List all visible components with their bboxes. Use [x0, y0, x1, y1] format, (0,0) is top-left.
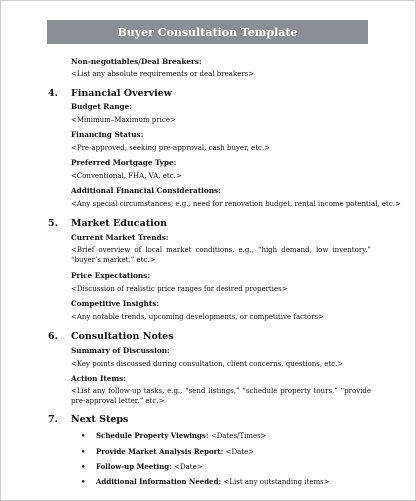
step-label: Additional Information Needed: [96, 477, 222, 486]
budget-range-label: Budget Range: [71, 102, 132, 111]
competitive-insights-label: Competitive Insights: [71, 299, 160, 308]
section-title-consultation-notes: Consultation Notes [71, 331, 174, 342]
section-title-next-steps: Next Steps [71, 414, 129, 425]
additional-financial-text: <Any special circumstances, e.g., need for renovation budget, rental income potential, etc.> [71, 200, 401, 208]
section-title-market-education: Market Education [71, 218, 167, 229]
financing-status-text: <Pre-approved, seeking pre-approval, cash buyer, etc.> [71, 144, 271, 152]
section-number: 4. [48, 88, 58, 99]
summary-text: <Key points discussed during consultation, client concerns, questions, etc.> [71, 360, 344, 368]
step-value: <List any outstanding items> [223, 478, 330, 486]
section-number: 7. [48, 414, 58, 425]
deal-breakers-label: Non-negotiables/Deal Breakers: [71, 57, 202, 66]
step-label: Follow-up Meeting: [96, 462, 172, 471]
step-value: <Date> [225, 448, 255, 456]
mortgage-type-text: <Conventional, FHA, VA, etc.> [71, 172, 182, 180]
mortgage-type-label: Preferred Mortgage Type: [71, 158, 177, 167]
additional-financial-label: Additional Financial Considerations: [71, 186, 221, 195]
step-label: Provide Market Analysis Report: [96, 447, 224, 456]
deal-breakers-text: <List any absolute requirements or deal breakers> [71, 70, 255, 78]
action-items-text: <List any follow-up tasks, e.g., “send listings,” “schedule property tours,” “provide pre-approval letter,” etc.> [71, 387, 371, 405]
price-expectations-text: <Discussion of realistic price ranges for desired properties> [71, 285, 288, 293]
action-items-label: Action Items: [71, 374, 126, 383]
bullet-icon: • [81, 431, 86, 440]
step-value: <Dates/Times> [210, 432, 267, 440]
section-title-financial-overview: Financial Overview [71, 88, 172, 99]
summary-label: Summary of Discussion: [71, 346, 170, 355]
section-number: 6. [48, 331, 58, 342]
competitive-insights-text: <Any notable trends, upcoming developments, or competitive factors> [71, 313, 324, 321]
price-expectations-label: Price Expectations: [71, 271, 151, 280]
section-number: 5. [48, 218, 58, 229]
budget-range-text: <Minimum–Maximum price> [71, 116, 176, 124]
page-title: Buyer Consultation Template [47, 20, 368, 44]
step-label: Schedule Property Viewings: [96, 431, 209, 440]
financing-status-label: Financing Status: [71, 130, 144, 139]
bullet-icon: • [81, 477, 86, 486]
bullet-icon: • [81, 462, 86, 471]
step-value: <Date> [174, 463, 203, 471]
market-trends-label: Current Market Trends: [71, 233, 169, 242]
bullet-icon: • [81, 447, 86, 456]
market-trends-text: <Brief overview of local market conditions, e.g., “high demand, low inventory,” “buyer’s market,” etc.> [71, 246, 371, 264]
